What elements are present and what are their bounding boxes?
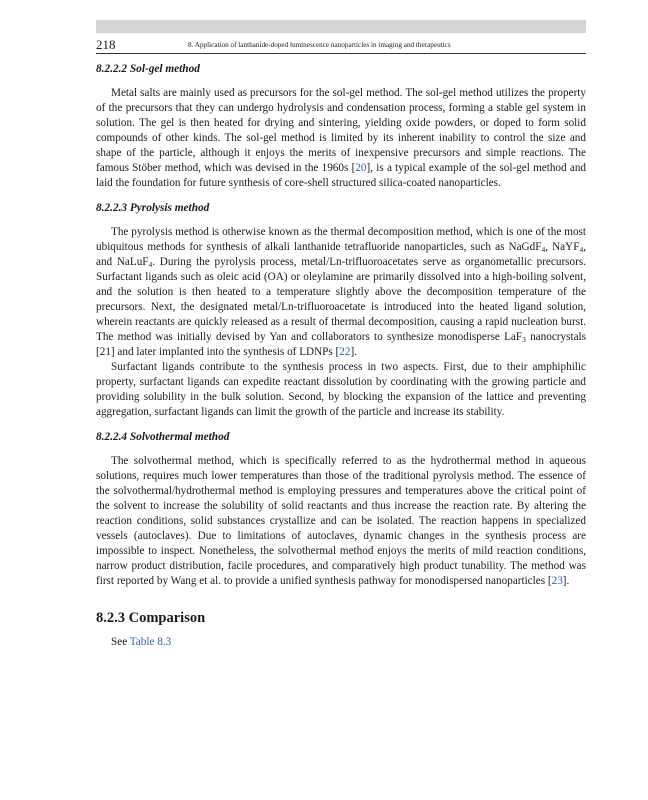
page-header (96, 33, 586, 54)
see-table-line: See Table 8.3 (111, 636, 172, 648)
paragraph-pyrolysis-2: Surfactant ligands contribute to the synthesis process in two aspects. First, due to their amphiphilic property, surfactant ligands can expedite reactant dissolution by coordinating with the growing particle and providing solubility in the bulk solution. Second, by blocking the expansion of the lattice and preventing aggregation, surfactant ligands can limit the growth of the particle and increase its stability. (96, 361, 586, 418)
heading-comparison: 8.2.3 Comparison (96, 610, 206, 626)
heading-sol-gel: 8.2.2.2 Sol-gel method (96, 63, 200, 75)
ref-20-link[interactable]: 20 (355, 162, 367, 174)
page-number: 218 (96, 37, 116, 52)
paragraph-pyrolysis-1: The pyrolysis method is otherwise known as the thermal decomposition method, which is one of the most ubiquitous methods for synthesis of alkali lanthanide tetrafluoride nanoparticles, such as NaGdF$_4$, NaYF$_4$, and NaLuF$_4$. During the pyrolysis process, metal/Ln-trifluoroacetates serve as organometallic precursors. Surfactant ligands such as oleic acid (OA) or oleylamine are primarily dissolved into a high-boiling solvent, and the solution is then heated to a temperature slightly above the decomposition temperature of the precursors. Next, the designated metal/Ln-trifluoroacetate is introduced into the heated ligand solution, wherein reactants are quickly released as a result of thermal decomposition, causing a rapid nucleation burst. The method was initially devised by Yan and collaborators to synthesize monodisperse LaF$_3$ nanocrystals [21] and later implanted into the synthesis of LDNPs [22]. (96, 226, 587, 358)
paragraph-solvothermal: The solvothermal method, which is specifically referred to as the hydrothermal method in aqueous solutions, requires much lower temperatures than those of the traditional pyrolysis method. The essence of the solvothermal/hydrothermal method is employing pressures and temperatures above the critical point of the solvent to increase the solubility of solid reactants and thus increase the reaction rate. By altering the reaction conditions, solid substances crystallize and can be isolated. The reaction happens in specialized vessels (autoclaves). Due to limitations of autoclaves, dynamic changes in the synthesis process are impossible to inspect. Nonetheless, the solvothermal method enjoys the merits of mild reaction conditions, narrow product distribution, facile procedures, and comparatively high product tunability. The method was first reported by Wang et al. to provide a unified synthesis pathway for monodispersed nanoparticles [23]. (96, 455, 586, 587)
heading-solvothermal: 8.2.2.4 Solvothermal method (96, 431, 230, 443)
table-8-3-link[interactable]: Table 8.3 (129, 636, 172, 648)
ref-22-link[interactable]: 22 (339, 346, 351, 358)
running-head: 8. Application of lanthanide-doped luminescence nanoparticles in imaging and therapeutics (188, 41, 451, 49)
page-content (96, 62, 586, 650)
top-gray-bar (96, 20, 586, 33)
ref-23-link[interactable]: 23 (551, 575, 563, 587)
heading-pyrolysis: 8.2.2.3 Pyrolysis method (96, 202, 210, 214)
paragraph-sol-gel: Metal salts are mainly used as precursors for the sol-gel method. The sol-gel method utilizes the property of the precursors that they can undergo hydrolysis and condensation process, forming a stable gel system in solution. The gel is then heated for drying and sintering, yielding oxide powders, or doped to form solid compounds of other kinds. The sol-gel method is limited by its inherent inability to control the size and shape of the particle, although it enjoys the merits of inexpensive precursors and simple reactions. The famous Stöber method, which was devised in the 1960s [20], is a typical example of the sol-gel method and laid the foundation for future synthesis of core-shell structured silica-coated nanoparticles. (96, 87, 587, 189)
